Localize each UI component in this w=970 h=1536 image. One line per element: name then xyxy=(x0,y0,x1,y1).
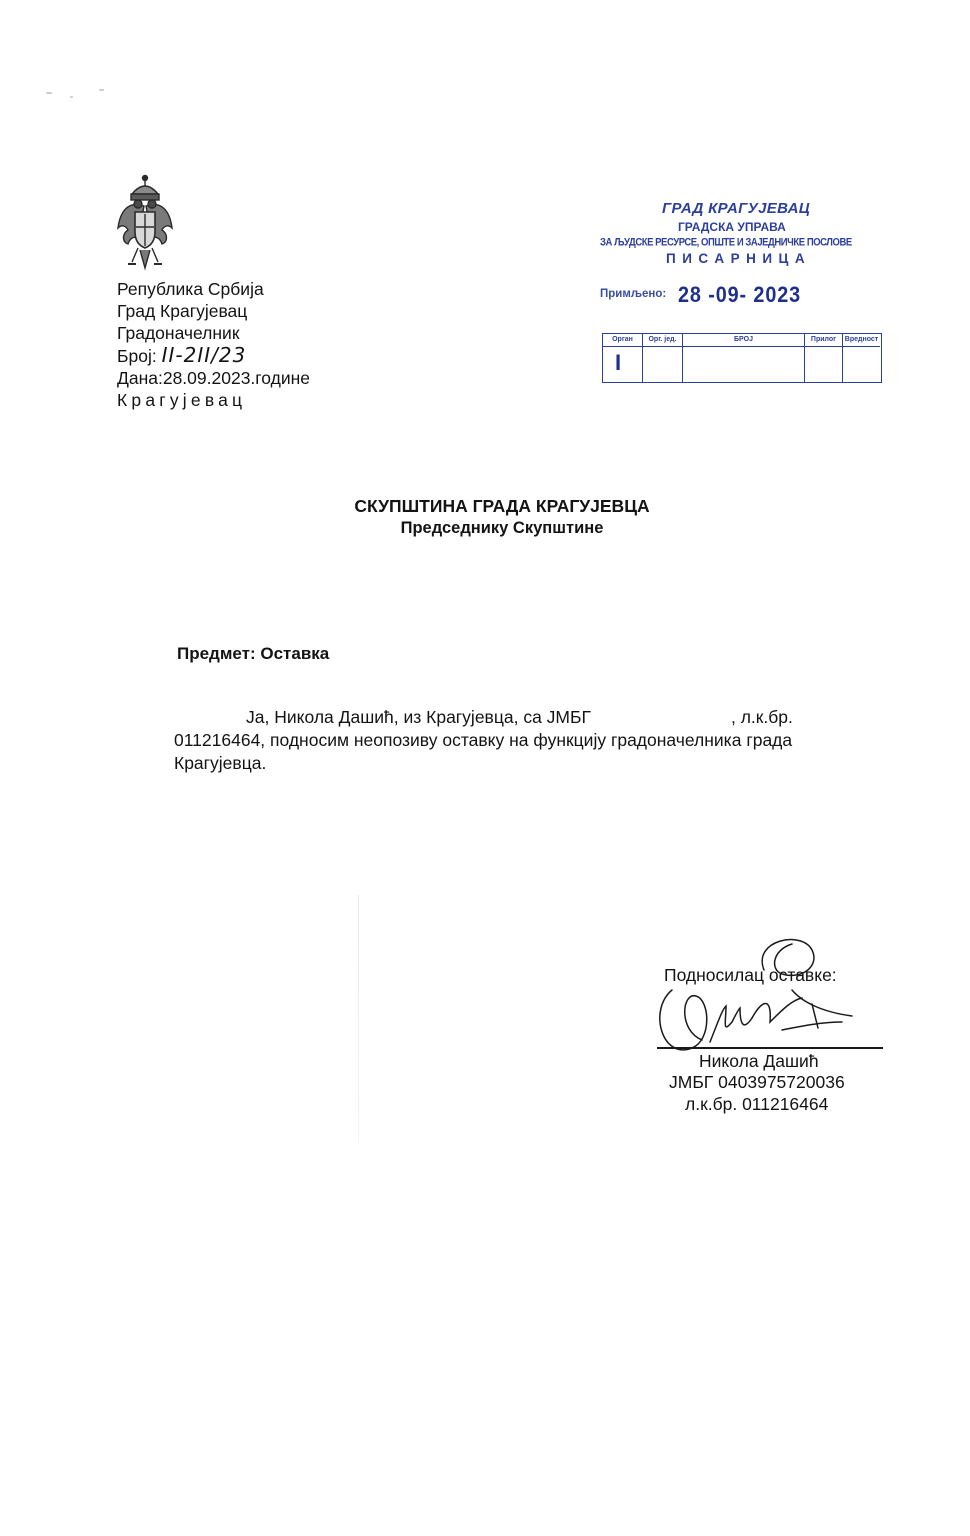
body-line-1-start: Ја, Никола Дашић, из Крагујевца, са ЈМБГ xyxy=(246,707,591,727)
stamp-col-header: БРОЈ xyxy=(683,334,804,347)
sender-location: Крагујевац xyxy=(117,390,247,410)
sender-city: Град Крагујевац xyxy=(117,301,248,321)
stamp-city: ГРАД КРАГУЈЕВАЦ xyxy=(662,200,811,217)
stamp-col-number xyxy=(683,334,805,382)
stamp-received-label: Примљено: xyxy=(600,288,667,300)
addressee-line-2: Председнику Скупштине xyxy=(400,519,604,537)
stamp-col-value-col xyxy=(843,334,880,382)
addressee-line-1: СКУПШТИНА ГРАДА КРАГУЈЕВЦА xyxy=(354,496,650,516)
handwritten-signature-icon xyxy=(652,930,862,1070)
receiving-stamp xyxy=(596,196,888,392)
stamp-department: ЗА ЉУДСКЕ РЕСУРСЕ, ОПШТЕ И ЗАЈЕДНИЧКЕ ПОСЛОВЕ xyxy=(600,236,852,249)
body-line-1-end: , л.к.бр. xyxy=(730,707,793,727)
scan-speck xyxy=(70,96,73,98)
fold-line xyxy=(358,895,359,1145)
stamp-admin: ГРАДСКА УПРАВА xyxy=(678,220,786,234)
sender-number xyxy=(117,344,310,367)
stamp-table xyxy=(602,333,882,383)
stamp-col-header: Прилог xyxy=(805,334,842,347)
body-line-3: Крагујевца. xyxy=(174,753,267,773)
letter-body xyxy=(174,706,834,775)
stamp-col-header: Орг. јед. xyxy=(643,334,682,347)
subject-line: Предмет: Оставка xyxy=(177,644,330,663)
signer-name: Никола Дашић xyxy=(699,1051,819,1071)
serbian-coat-of-arms-icon xyxy=(114,172,176,280)
stamp-col-unit xyxy=(643,334,683,382)
sender-block xyxy=(117,278,310,411)
scan-speck xyxy=(46,92,52,94)
stamp-col-attachment xyxy=(805,334,843,382)
stamp-col-value: I xyxy=(615,350,622,375)
stamp-office: ПИСАРНИЦА xyxy=(666,251,812,266)
sender-number-label: Број: xyxy=(117,346,157,366)
sender-number-value: II-2ІІ/23 xyxy=(161,343,247,367)
stamp-col-organ xyxy=(603,334,643,382)
stamp-col-header: Орган xyxy=(603,334,642,347)
body-line-2: 011216464, подносим неопозиву оставку на функцију градоначелника града xyxy=(174,730,793,750)
signature-line xyxy=(657,1047,883,1049)
body-line-1 xyxy=(174,706,834,729)
signature-label: Подносилац оставке: xyxy=(664,965,837,985)
sender-date: Дана:28.09.2023.године xyxy=(117,368,311,388)
sender-country: Република Србија xyxy=(117,279,264,299)
scan-speck xyxy=(99,89,104,91)
signer-id-card: л.к.бр. 011216464 xyxy=(685,1094,829,1114)
signer-jmbg: ЈМБГ 0403975720036 xyxy=(669,1072,845,1092)
sender-office: Градоначелник xyxy=(117,323,240,343)
stamp-col-header: Вредност xyxy=(843,334,880,347)
stamp-received-date: 28 -09- 2023 xyxy=(678,282,802,307)
